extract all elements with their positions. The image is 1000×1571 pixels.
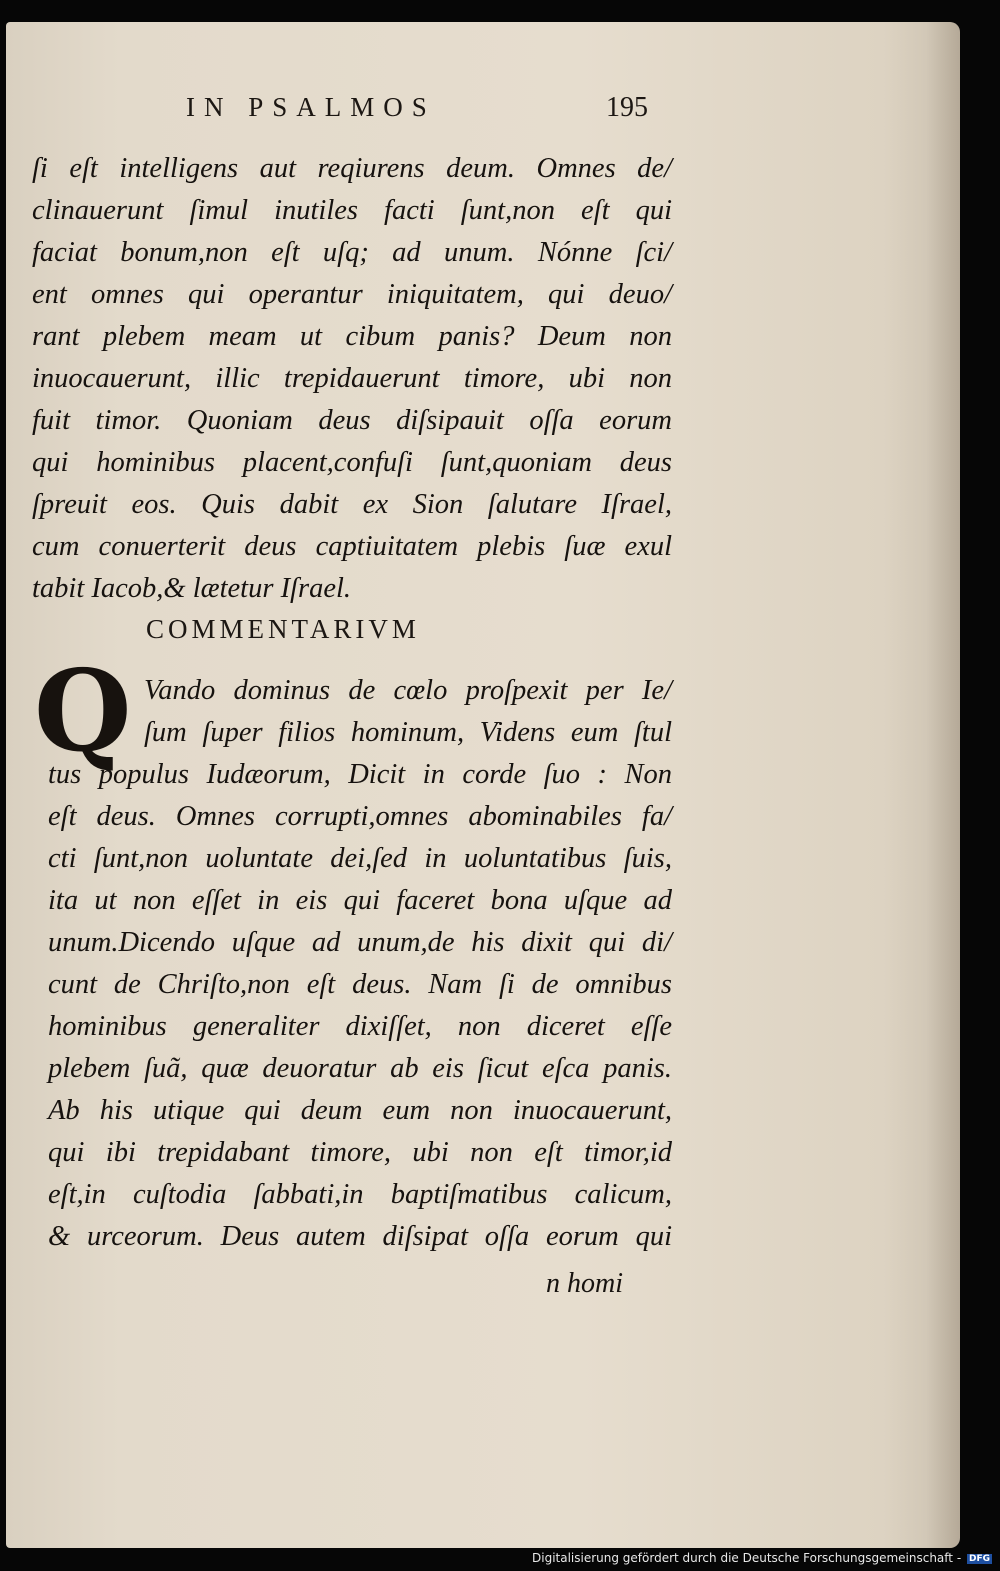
commentary-line: ſum ſuper filios hominum, Videns eum ſtul (144, 717, 672, 748)
commentary-line: qui ibi trepidabant timore, ubi non eſt timor,id (48, 1137, 672, 1168)
book-page (6, 22, 960, 1548)
commentary-line: hominibus generaliter dixiſſet, non diceret eſſe (48, 1011, 672, 1042)
commentary-line: eſt deus. Omnes corrupti,omnes abominabiles fa/ (48, 801, 672, 832)
psalm-line: faciat bonum,non eſt uſq; ad unum. Nónne ſci/ (32, 237, 672, 268)
psalm-line: ent omnes qui operantur iniquitatem, qui deuo/ (32, 279, 672, 310)
commentary-line: plebem ſuã, quæ deuoratur ab eis ſicut eſca panis. (48, 1053, 672, 1084)
commentary-line: Ab his utique qui deum eum non inuocauerunt, (48, 1095, 672, 1126)
commentary-text (48, 670, 672, 1258)
commentary-line: cunt de Chriſto,non eſt deus. Nam ſi de omnibus (48, 969, 672, 1000)
psalm-line: qui hominibus placent,confuſi ſunt,quoniam deus (32, 447, 672, 478)
digitization-footer (532, 1551, 992, 1565)
footer-text: Digitalisierung gefördert durch die Deutsche Forschungsgemeinschaft - (532, 1551, 962, 1565)
commentary-line: Vando dominus de cœlo proſpexit per Ie/ (144, 675, 672, 706)
commentary-line: ita ut non eſſet in eis qui faceret bona uſque ad (48, 885, 672, 916)
psalm-line: cum conuerterit deus captiuitatem plebis ſuæ exul (32, 531, 672, 562)
psalm-line: tabit Iacob,& lætetur Iſrael. (32, 573, 352, 604)
commentary-heading: COMMENTARIVM (146, 614, 420, 644)
psalm-line: ſpreuit eos. Quis dabit ex Sion ſalutare Iſrael, (32, 489, 672, 520)
commentary-line: eſt,in cuſtodia ſabbati,in baptiſmatibus calicum, (48, 1179, 672, 1210)
psalm-text (32, 148, 672, 610)
psalm-line: ſi eſt intelligens aut reqiurens deum. Omnes de/ (32, 153, 672, 184)
commentary-line: cti ſunt,non uoluntate dei,ſed in uoluntatibus ſuis, (48, 843, 672, 874)
drop-initial-letter: Q (34, 646, 132, 777)
psalm-line: rant plebem meam ut cibum panis? Deum non (32, 321, 672, 352)
page-number: 195 (606, 92, 648, 123)
psalm-line: inuocauerunt, illic trepidauerunt timore, ubi non (32, 363, 672, 394)
commentary-line: tus populus Iudæorum, Dicit in corde ſuo : Non (48, 759, 672, 790)
psalm-line: clinauerunt ſimul inutiles facti ſunt,non eſt qui (32, 195, 672, 226)
catchword: n homi (546, 1268, 623, 1299)
dfg-logo: DFG (968, 1553, 990, 1564)
commentary-line: & urceorum. Deus autem diſsipat oſſa eorum qui (48, 1221, 672, 1252)
running-head: IN PSALMOS (186, 92, 436, 122)
commentary-line: unum.Dicendo uſque ad unum,de his dixit qui di/ (48, 927, 672, 958)
psalm-line: fuit timor. Quoniam deus diſsipauit oſſa eorum (32, 405, 672, 436)
